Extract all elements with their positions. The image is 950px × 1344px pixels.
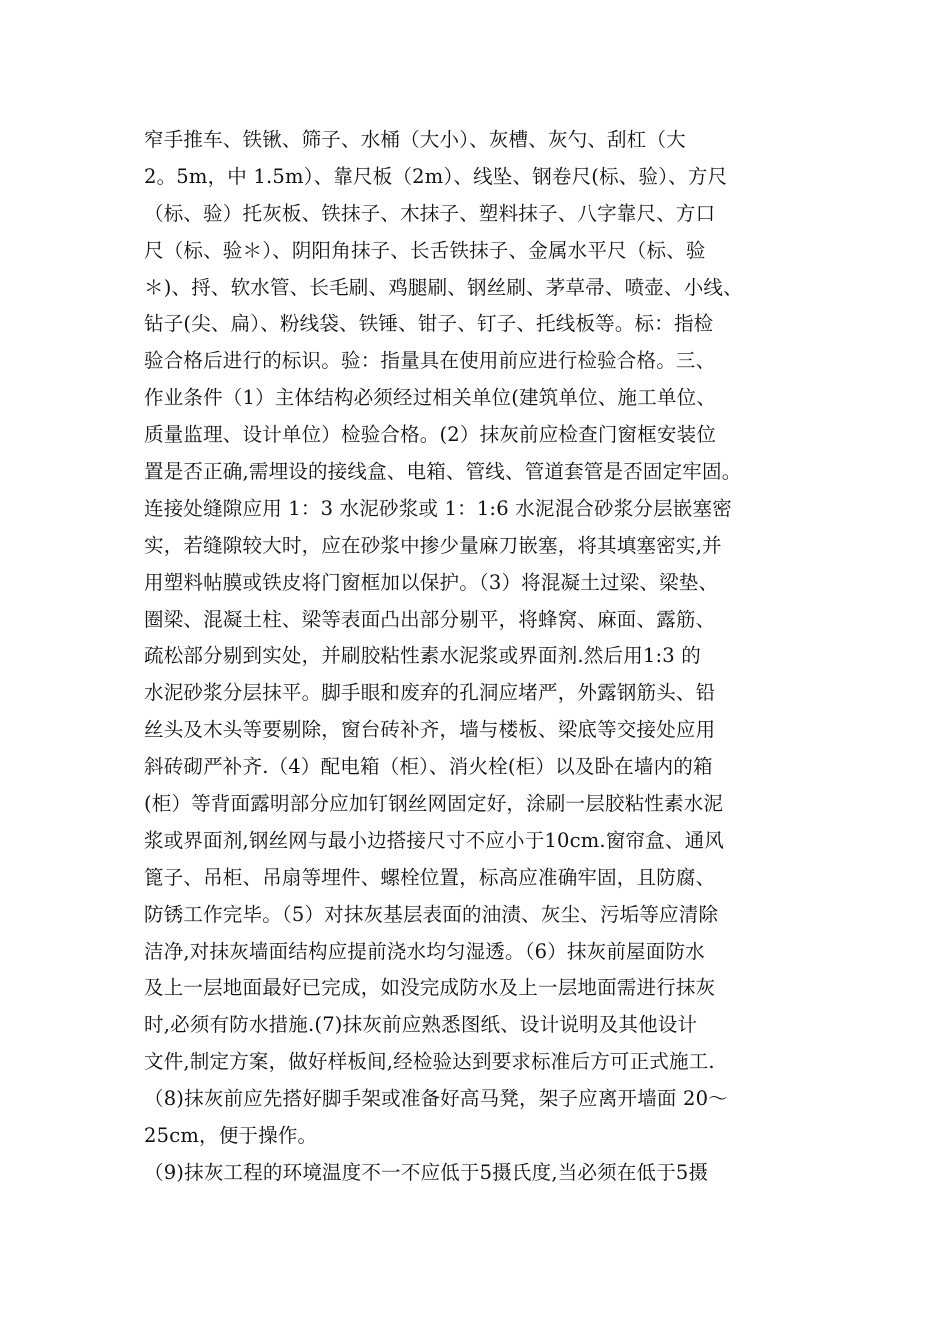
body-text [144, 122, 824, 1192]
text-line: ＊)、捋、软水管、长毛刷、鸡腿刷、钢丝刷、茅草帚、喷壶、小线、 [144, 275, 743, 299]
text-line: 连接处缝隙应用 1：3 水泥砂浆或 1：1:6 水泥混合砂浆分层嵌塞密 [144, 496, 732, 520]
text-line: 浆或界面剂,钢丝网与最小边搭接尺寸不应小于10cm.窗帘盒、通风 [144, 828, 725, 852]
text-line: 斜砖砌严补齐.（4）配电箱（柜）、消火栓(柜）以及卧在墙内的箱 [144, 755, 713, 779]
text-line: 验合格后进行的标识。验：指量具在使用前应进行检验合格。三、 [144, 349, 716, 373]
text-line: 钻子(尖、扁）、粉线袋、铁锤、钳子、钉子、托线板等。标：指检 [144, 312, 714, 336]
text-line: 25cm，便于操作。 [144, 1124, 318, 1148]
text-line: 水泥砂浆分层抹平。脚手眼和废弃的孔洞应堵严，外露钢筋头、铅 [144, 681, 716, 705]
text-line: 时,必须有防水措施.(7)抹灰前应熟悉图纸、设计说明及其他设计 [144, 1013, 698, 1037]
text-line: 疏松部分剔到实处，并刷胶粘性素水泥浆或界面剂.然后用1:3 的 [144, 644, 701, 668]
text-line: 圈梁、混凝土柱、梁等表面凸出部分剔平，将蜂窝、麻面、露筋、 [144, 607, 716, 631]
text-line: 防锈工作完毕。（5）对抹灰基层表面的油渍、灰尘、污垢等应清除 [144, 902, 719, 926]
text-line: 用塑料帖膜或铁皮将门窗框加以保护。（3）将混凝土过梁、梁垫、 [144, 570, 719, 594]
text-line: （9)抹灰工程的环境温度不一不应低于5摄氏度,当必须在低于5摄 [144, 1160, 709, 1184]
text-line: (柜）等背面露明部分应加钉钢丝网固定好，涂刷一层胶粘性素水泥 [144, 792, 724, 816]
text-line: 文件,制定方案，做好样板间,经检验达到要求标准后方可正式施工. [144, 1050, 715, 1074]
text-line: （8)抹灰前应先搭好脚手架或准备好高马凳，架子应离开墙面 20～ [144, 1087, 728, 1111]
text-line: 质量监理、设计单位）检验合格。(2）抹灰前应检查门窗框安装位 [144, 423, 717, 447]
text-line: 窄手推车、铁锹、筛子、水桶（大小）、灰槽、灰勺、刮杠（大 [144, 128, 686, 151]
text-line: 实，若缝隙较大时，应在砂浆中掺少量麻刀嵌塞，将其填塞密实,并 [144, 533, 722, 557]
text-line: 篦子、吊柜、吊扇等埋件、螺栓位置，标高应准确牢固，且防腐、 [144, 865, 716, 889]
text-line: 2。5m，中 1.5m）、靠尺板（2m）、线坠、钢卷尺(标、验）、方尺 [144, 164, 728, 188]
text-line: 丝头及木头等要剔除，窗台砖补齐，墙与楼板、梁底等交接处应用 [144, 718, 716, 742]
text-line: （标、验）托灰板、铁抹子、木抹子、塑料抹子、八字靠尺、方口 [144, 201, 716, 225]
text-line: 及上一层地面最好已完成，如没完成防水及上一层地面需进行抹灰 [144, 976, 716, 1000]
text-line: 置是否正确,需埋设的接线盒、电箱、管线、管道套管是否固定牢固。 [144, 460, 742, 484]
text-line: 作业条件（1）主体结构必须经过相关单位(建筑单位、施工单位、 [144, 386, 717, 410]
text-line: 尺（标、验＊）、阴阳角抹子、长舌铁抹子、金属水平尺（标、验 [144, 238, 706, 262]
text-line: 洁净,对抹灰墙面结构应提前浇水均匀湿透。（6）抹灰前屋面防水 [144, 939, 705, 963]
